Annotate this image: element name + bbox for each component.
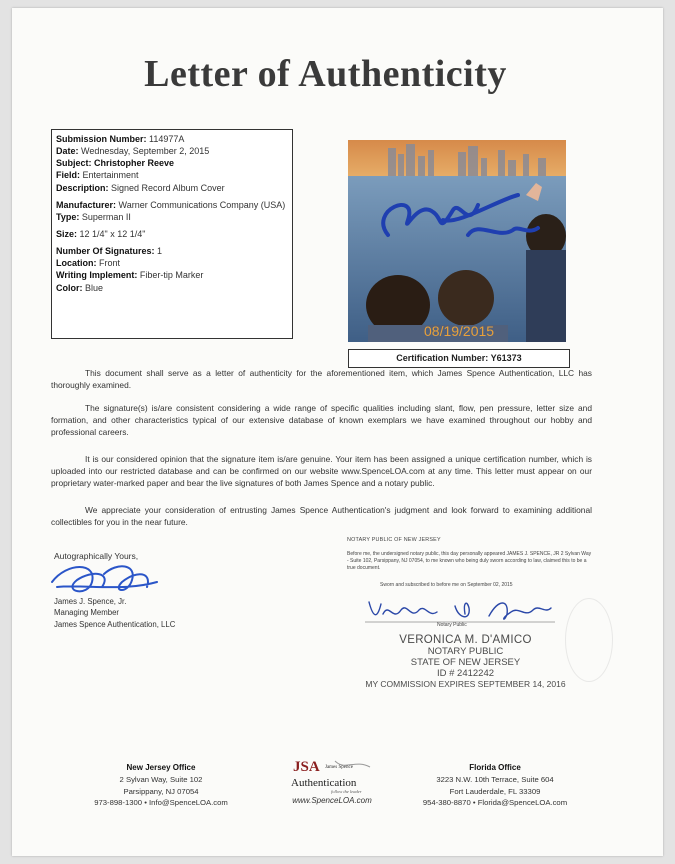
notary-statement: Before me, the undersigned notary public, this day personally appeared JAMES J. SPENCE, JR 2 Sylvan Way - Suite 102, Parsippany, NJ 07054, to me known who being duly sworn according to law, claimed this to be a true document. (347, 551, 592, 571)
size-value: 12 1/4" x 12 1/4" (79, 228, 146, 239)
svg-text:follow the leader: follow the leader (331, 789, 362, 794)
album-cover-image (348, 140, 566, 342)
color-row: Color: Blue (56, 282, 104, 293)
fl-address-line-2: Fort Lauderdale, FL 33309 (449, 786, 541, 796)
signer-company: James Spence Authentication, LLC (54, 619, 176, 629)
notary-state: STATE OF NEW JERSEY (410, 657, 521, 669)
certification-number-box: Certification Number: Y61373 (348, 349, 570, 368)
svg-text:JSA: JSA (293, 759, 320, 775)
num-signatures-row: Number Of Signatures: 1 (56, 246, 163, 257)
subject-value: Christopher Reeve (94, 158, 175, 169)
description-row: Description: Signed Record Album Cover (56, 182, 225, 193)
nj-office-heading: New Jersey Office (126, 763, 196, 772)
writing-implement-value: Fiber-tip Marker (139, 270, 204, 281)
website-link[interactable]: www.SpenceLOA.com (292, 796, 372, 805)
signer-role: Managing Member (54, 608, 120, 618)
color-value: Blue (85, 282, 104, 293)
manufacturer-row: Manufacturer: Warner Communications Company (USA) (56, 199, 286, 210)
photo-date-stamp: 08/19/2015 (424, 323, 495, 339)
notary-sworn-line: Sworn and subscribed to before me on September 02, 2015 (380, 582, 513, 588)
jsa-logo (275, 757, 385, 797)
fl-contact: 954-380-8870 • Florida@SpenceLOA.com (422, 798, 568, 808)
location-value: Front (99, 258, 121, 269)
nj-address-line-2: Parsippany, NJ 07054 (123, 786, 199, 796)
num-signatures-value: 1 (157, 246, 163, 257)
item-details-box (51, 129, 293, 339)
nj-address-line-1: 2 Sylvan Way, Suite 102 (119, 775, 203, 784)
field-value: Entertainment (82, 170, 139, 181)
size-row: Size: 12 1/4" x 12 1/4" (56, 228, 146, 239)
writing-implement-row: Writing Implement: Fiber-tip Marker (56, 270, 204, 281)
notary-title-stamp: NOTARY PUBLIC (427, 646, 504, 658)
body-paragraph-3: It is our considered opinion that the signature item is/are genuine. Your item has been assigned a unique certification number, which is uploaded into our restricted database and can be confirmed on our website www.SpenceLOA.com at any time. This letter must appear on our proprietary water-marked paper and bear the live signatures of both James Spence and a notary public. (51, 454, 592, 488)
body-paragraph-2: The signature(s) is/are consistent considering a wide range of specific qualities including slant, flow, pen pressure, letter size and formation, and other characteristics typical of our extensive database of known exemplars we have examined throughout our hobby and professional careers. (51, 403, 592, 437)
body-paragraph-1: This document shall serve as a letter of authenticity for the aforementioned item, which James Spence Authentication, LLC has thoroughly examined. (51, 368, 592, 390)
fl-office-block (405, 762, 585, 809)
notary-heading: NOTARY PUBLIC OF NEW JERSEY (347, 537, 441, 543)
notary-name: VERONICA M. D'AMICO (399, 634, 532, 646)
notary-stamp (363, 634, 568, 690)
fl-address-line-1: 3223 N.W. 10th Terrace, Suite 604 (436, 775, 554, 784)
date-value: Wednesday, September 2, 2015 (81, 146, 210, 157)
submission-number: 114977A (149, 134, 185, 144)
notary-id: ID # 2412242 (436, 668, 495, 680)
subject-row: Subject: Christopher Reeve (56, 158, 175, 169)
body-paragraph-4: We appreciate your consideration of entrusting James Spence Authentication's judgment and look forward to examining additional collectibles for you in the near future. (51, 505, 592, 527)
svg-text:Authentication: Authentication (291, 777, 357, 789)
embossed-seal (565, 598, 613, 682)
signer-name: James J. Spence, Jr. (54, 597, 127, 606)
location-row: Location: Front (56, 258, 121, 269)
closing-line: Autographically Yours, (54, 551, 139, 561)
james-spence-signature (42, 552, 167, 602)
field-row: Field: Entertainment (56, 170, 139, 181)
notary-signature-caption: Notary Public (437, 622, 467, 628)
document-title: Letter of Authenticity (144, 53, 507, 95)
item-photo (348, 140, 566, 342)
type-value: Superman II (81, 211, 131, 222)
submission-number-row: Submission Number: 114977A (56, 134, 185, 144)
description-value: Signed Record Album Cover (111, 182, 225, 193)
fl-office-heading: Florida Office (469, 763, 521, 772)
nj-office-block (86, 762, 236, 809)
manufacturer-value: Warner Communications Company (USA) (118, 199, 286, 210)
svg-text:James Spence: James Spence (325, 765, 353, 770)
nj-contact: 973-898-1300 • Info@SpenceLOA.com (94, 798, 228, 808)
type-row: Type: Superman II (56, 211, 131, 222)
notary-expiration: MY COMMISSION EXPIRES SEPTEMBER 14, 2016 (365, 678, 566, 689)
signer-block (54, 596, 175, 630)
date-row: Date: Wednesday, September 2, 2015 (56, 146, 210, 157)
certification-number: Y61373 (490, 353, 522, 363)
notary-signature (359, 592, 559, 626)
